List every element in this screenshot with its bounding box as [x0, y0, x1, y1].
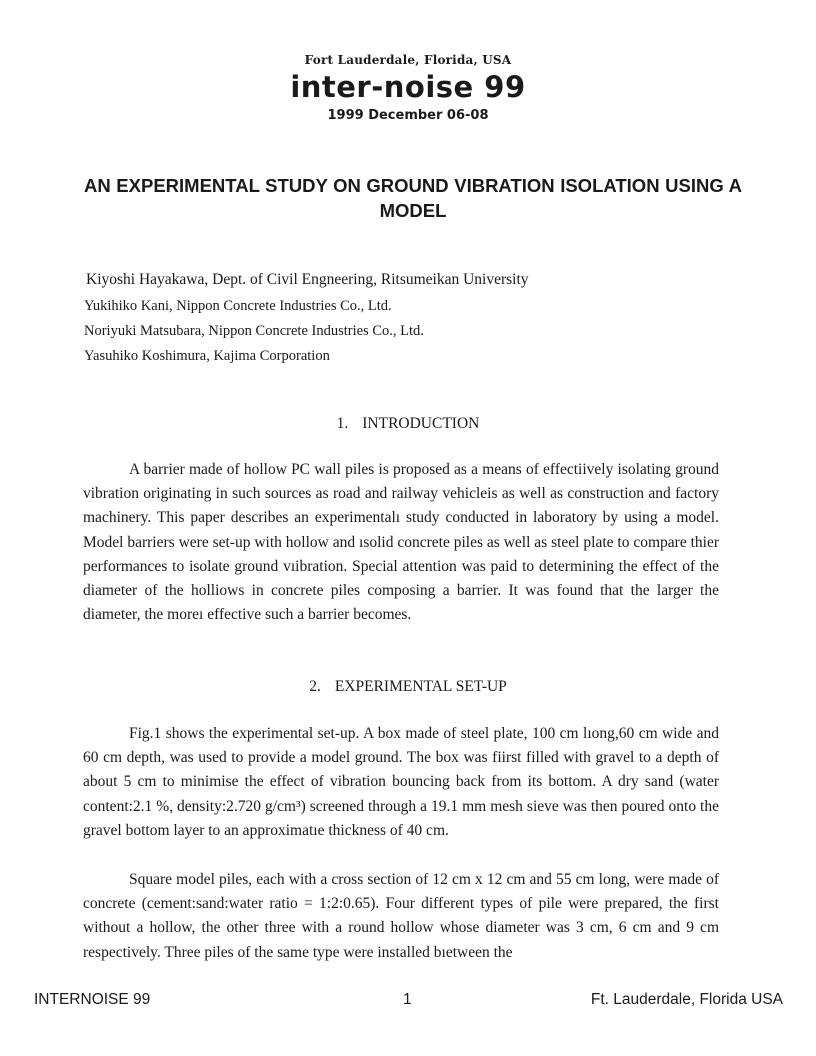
introduction-paragraph: [83, 458, 719, 627]
paragraph-text: Fig.1 shows the experimental set-up. A box made of steel plate, 100 cm lıong,60 cm wide and 60 cm depth, was used to provide a model ground. The box was fiirst filled with gravel to a depth of about 5 cm to minimise the effect of vibration bouncing back from its bottom. A dry sand (water content:2.1 %, density:2.720 g/cm³) screened through a 19.1 mm mesh sieve was then poured onto the gravel bottom layer to an approximatıe thickness of 40 cm.: [83, 725, 719, 839]
conference-location: Fort Lauderdale, Florida, USA: [304, 53, 512, 67]
section-title: EXPERIMENTAL SET-UP: [334, 678, 507, 695]
section-number: 2.: [309, 678, 321, 695]
conference-dates: 1999 December 06-08: [327, 108, 489, 123]
author-list: [84, 266, 724, 369]
author-2: Yukihiko Kani, Nippon Concrete Industries Co., Ltd.: [84, 298, 392, 314]
section-title: INTRODUCTION: [362, 415, 480, 432]
section-number: 1.: [336, 415, 349, 432]
paragraph-text: Square model piles, each with a cross section of 12 cm x 12 cm and 55 cm long, were made of concrete (cement:sand:water ratio = 1:2:0.65). Four different types of pile were prepared, the first without a hollow, the other three with a round hollow whose diameter was 3 cm, 6 cm and 9 cm respectively. Three piles of the same type were installed bıetween the: [83, 871, 719, 961]
paper-title: AN EXPERIMENTAL STUDY ON GROUND VIBRATION ISOLATION USING A MODEL: [84, 175, 742, 221]
paragraph-text: A barrier made of hollow PC wall piles is proposed as a means of effectiively isolating ground vibration originating in such sources as road and railway vehicleis as well as construction and factory machinery. This paper describes an experimentalı study conducted in laboratory by using a model. Model barriers were set-up with hollow and ısolid concrete piles as well as steel plate to compare thier performances to isolate ground vıibration. Special attention was paid to determining the effect of the diameter of the holliows in concrete piles composing a barrier. It was found that the larger the diameter, the moreı effective such a barrier becomes.: [83, 461, 719, 624]
author-4: Yasuhiko Koshimura, Kajima Corporation: [84, 348, 330, 364]
section-heading-introduction: [0, 415, 816, 433]
setup-paragraph-2: [83, 868, 719, 965]
footer-page-number: 1: [403, 991, 412, 1008]
setup-paragraph-1: [83, 722, 719, 843]
footer-left: INTERNOISE 99: [34, 991, 151, 1008]
section-heading-experimental-set-up: [0, 678, 816, 696]
footer-right: Ft. Lauderdale, Florida USA: [590, 991, 783, 1008]
author-3: Noriyuki Matsubara, Nippon Concrete Industries Co., Ltd.: [84, 323, 424, 339]
author-1: Kiyoshi Hayakawa, Dept. of Civil Engneering, Ritsumeikan University: [86, 271, 529, 288]
conference-logo: inter-noise 99: [290, 70, 526, 104]
